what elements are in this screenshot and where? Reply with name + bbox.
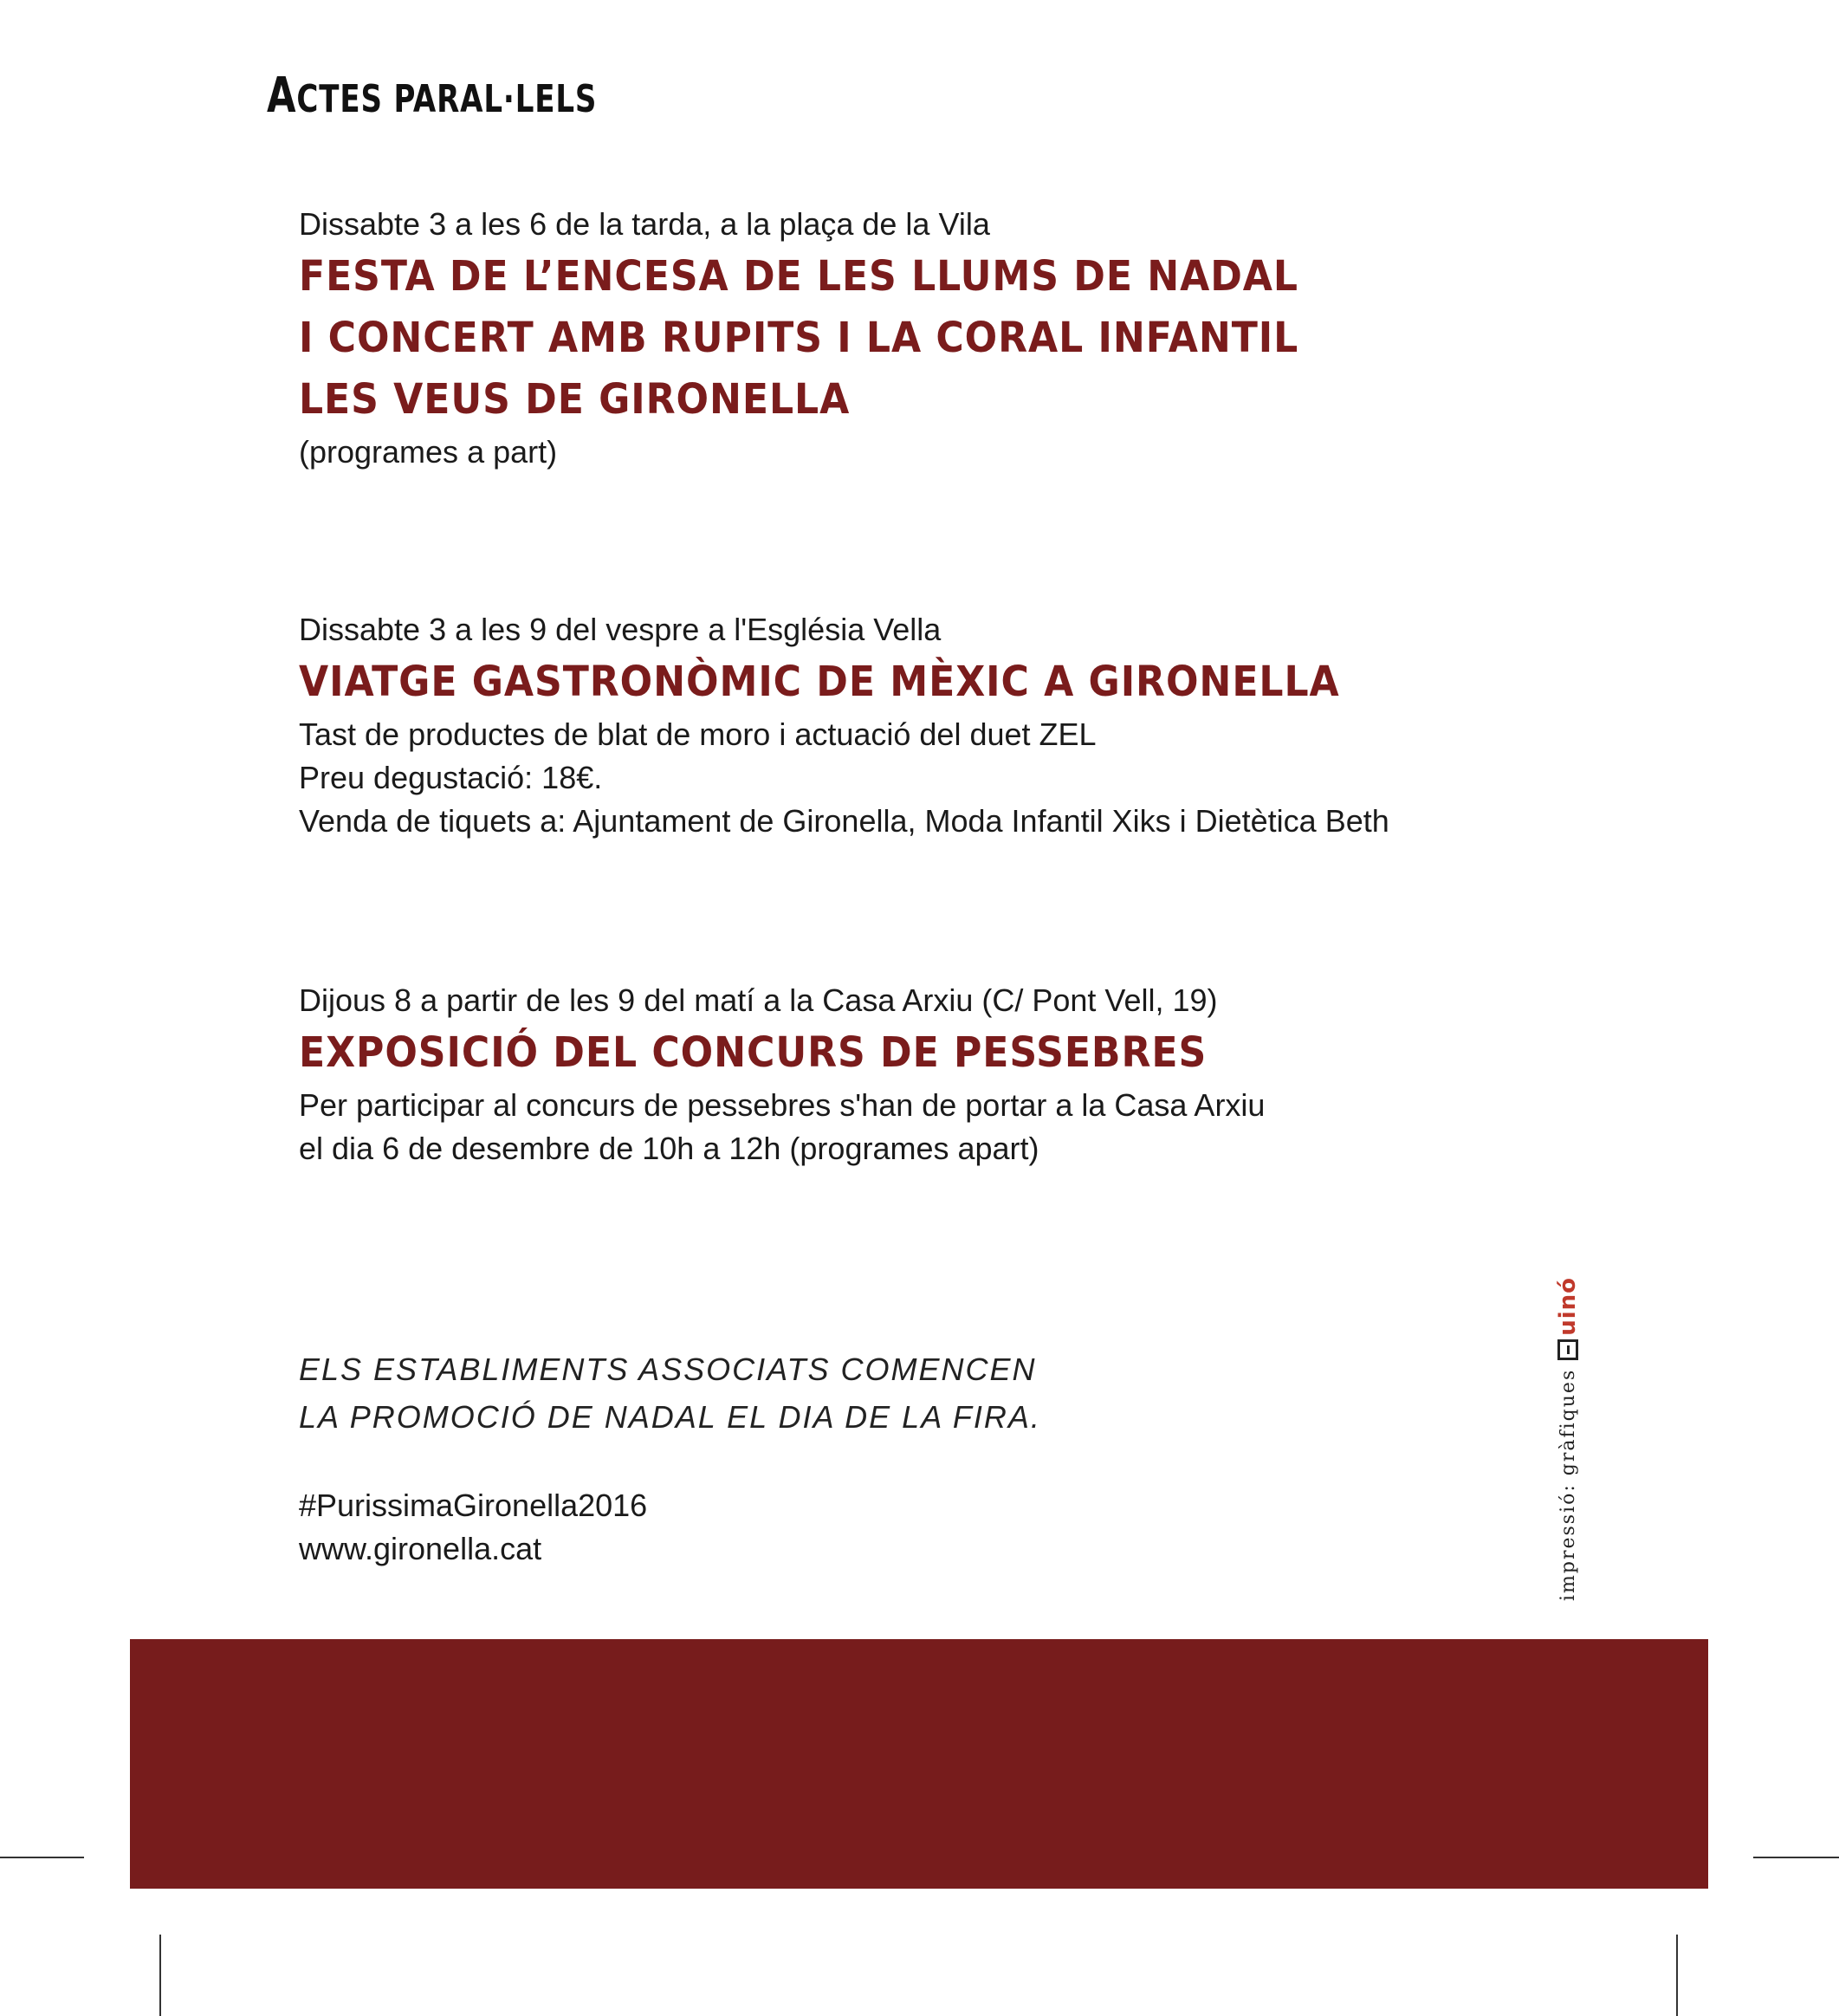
printer-logo bbox=[1555, 1277, 1581, 1360]
crop-mark-left bbox=[0, 1857, 84, 1858]
event-1-title-line-3: LES VEUS DE GIRONELLA bbox=[299, 375, 851, 424]
crop-mark-bottom-right bbox=[1676, 1935, 1678, 2016]
print-credit-label: impressió: gràfiques bbox=[1557, 1368, 1579, 1601]
event-1 bbox=[299, 203, 1650, 474]
event-3-detail-2: el dia 6 de desembre de 10h a 12h (programes apart) bbox=[299, 1131, 1039, 1166]
contact-block bbox=[299, 1484, 1650, 1571]
crop-mark-bottom-left bbox=[159, 1935, 161, 2016]
page-heading bbox=[267, 68, 597, 124]
event-3-detail-1: Per participar al concurs de pessebres s'han de portar a la Casa Arxiu bbox=[299, 1087, 1266, 1123]
hashtag: #PurissimaGironella2016 bbox=[299, 1488, 648, 1523]
event-2-detail-1: Tast de productes de blat de moro i actuació del duet ZEL bbox=[299, 716, 1097, 752]
event-1-when: Dissabte 3 a les 6 de la tarda, a la plaça de la Vila bbox=[299, 206, 990, 242]
printer-logo-icon bbox=[1557, 1339, 1578, 1360]
event-1-detail-1: (programes a part) bbox=[299, 434, 558, 470]
crop-mark-right bbox=[1753, 1857, 1839, 1858]
event-2-title: VIATGE GASTRONÒMIC DE MÈXIC A GIRONELLA bbox=[299, 658, 1340, 706]
promo-line-1: ELS ESTABLIMENTS ASSOCIATS COMENCEN bbox=[299, 1352, 1037, 1387]
promo-block bbox=[299, 1345, 1650, 1441]
event-3-title: EXPOSICIÓ DEL CONCURS DE PESSEBRES bbox=[299, 1028, 1208, 1077]
event-1-title-line-2: I CONCERT AMB RUPITS I LA CORAL INFANTIL bbox=[299, 314, 1299, 362]
event-2-detail-3: Venda de tiquets a: Ajuntament de Gironella, Moda Infantil Xiks i Dietètica Beth bbox=[299, 803, 1389, 839]
heading-rest: CTES PARAL·LELS bbox=[296, 77, 598, 121]
event-2-detail-2: Preu degustació: 18€. bbox=[299, 760, 603, 795]
promo-line-2: LA PROMOCIÓ DE NADAL EL DIA DE LA FIRA. bbox=[299, 1399, 1041, 1435]
website-link[interactable]: www.gironella.cat bbox=[299, 1531, 542, 1566]
event-2-when: Dissabte 3 a les 9 del vespre a l'Església Vella bbox=[299, 612, 942, 647]
event-3 bbox=[299, 979, 1650, 1170]
event-2 bbox=[299, 608, 1650, 843]
print-credit bbox=[1557, 1254, 1579, 1601]
printer-logo-text: uinó bbox=[1555, 1276, 1581, 1336]
event-3-when: Dijous 8 a partir de les 9 del matí a la Casa Arxiu (C/ Pont Vell, 19) bbox=[299, 982, 1218, 1018]
accent-band bbox=[130, 1639, 1708, 1889]
event-1-title-line-1: FESTA DE L’ENCESA DE LES LLUMS DE NADAL bbox=[299, 252, 1298, 301]
heading-initial: A bbox=[267, 68, 297, 124]
